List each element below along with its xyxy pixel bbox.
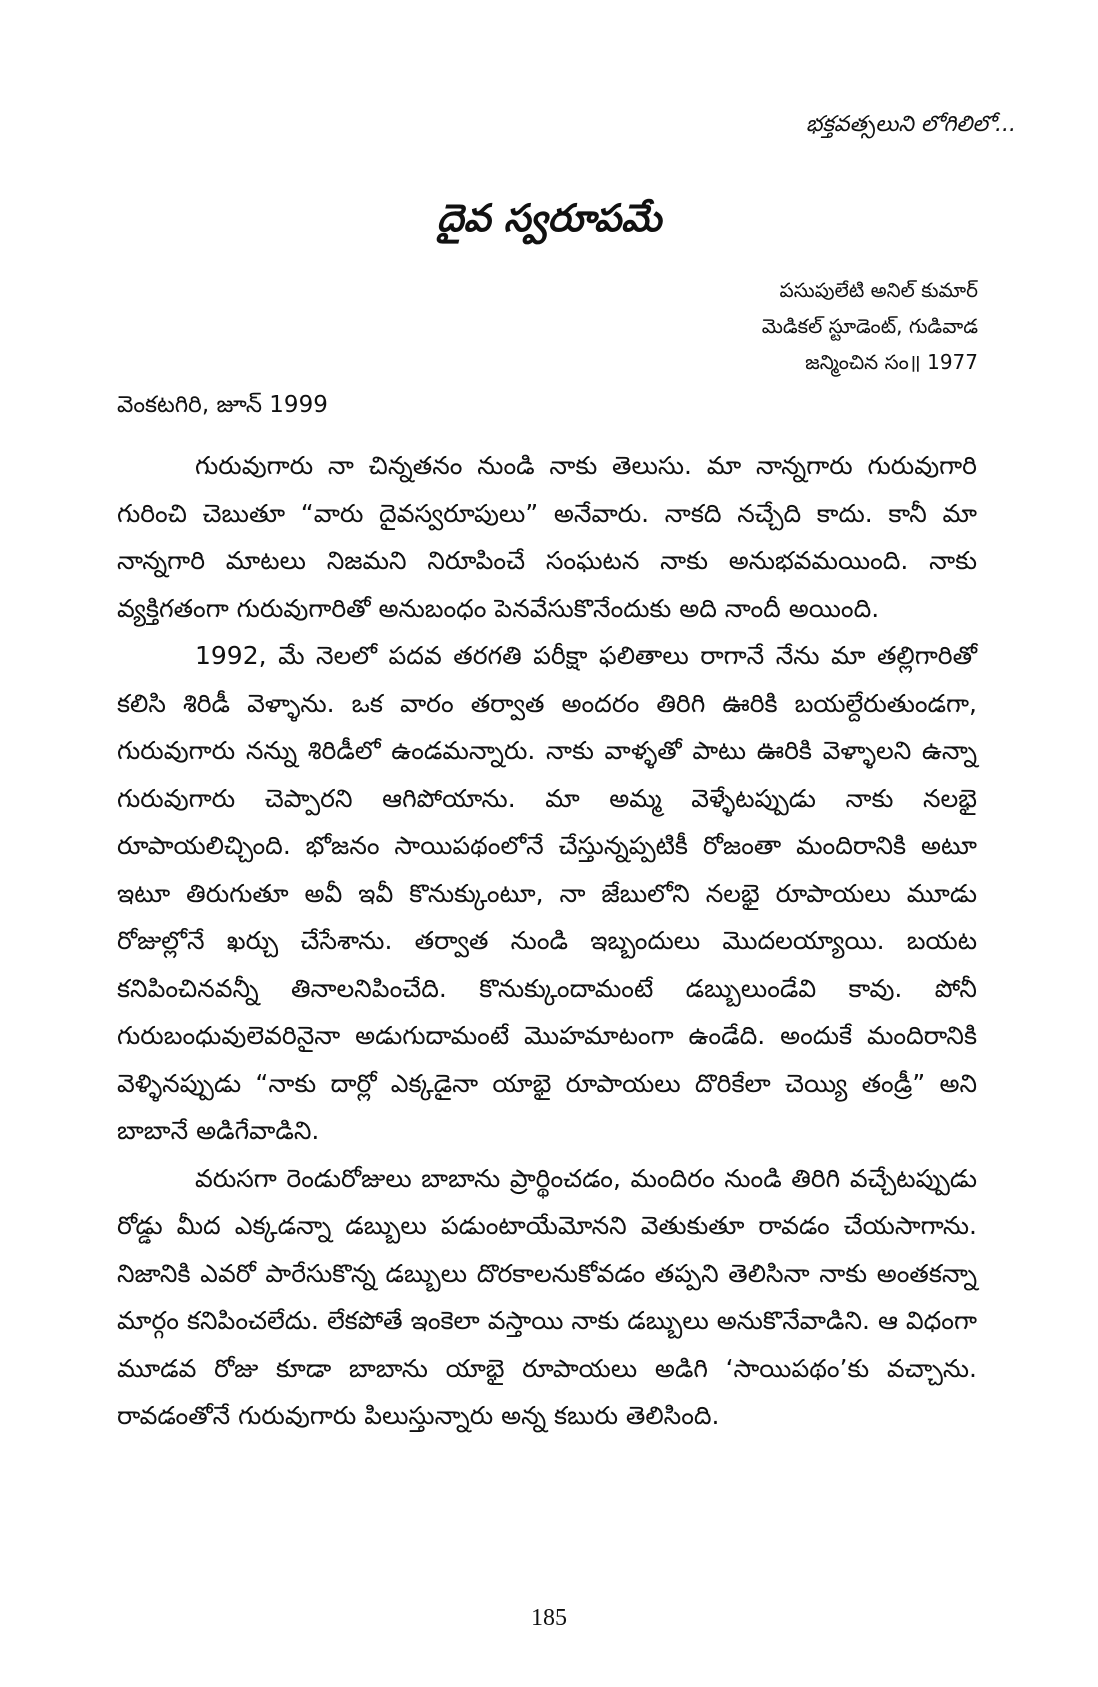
paragraph: గురువుగారు నా చిన్నతనం నుండి నాకు తెలుసు. మా నాన్నగారు గురువుగారి గురించి చెబుతూ “వారు దైవస్వరూపులు” అనేవారు. నాకది నచ్చేది కాదు. కానీ మా నాన్నగారి మాటలు నిజమని నిరూపించే సంఘటన నాకు అనుభవమయింది. నాకు వ్యక్తిగతంగా గురువుగారితో అనుబంధం పెనవేసుకొనేందుకు అది నాందీ అయింది. [117,451,977,623]
author-occupation: మెడికల్ స్టూడెంట్, గుడివాడ [761,314,978,338]
paragraph: 1992, మే నెలలో పదవ తరగతి పరీక్షా ఫలితాలు రాగానే నేను మా తల్లిగారితో కలిసి శిరిడీ వెళ్ళాను. ఒక వారం తర్వాత అందరం తిరిగి ఊరికి బయల్దేరుతుండగా, గురువుగారు నన్ను శిరిడీలో ఉండమన్నారు. నాకు వాళ్ళతో పాటు ఊరికి వెళ్ళాలని ఉన్నా గురువుగారు చెప్పారని ఆగిపోయాను. మా అమ్మ వెళ్ళేటప్పుడు నాకు నలభై రూపాయలిచ్చింది. భోజనం సాయిపథంలోనే చేస్తున్నప్పటికీ రోజంతా మందిరానికి అటూ ఇటూ తిరుగుతూ అవీ ఇవీ కొనుక్కుంటూ, నా జేబులోని నలభై రూపాయలు మూడు రోజుల్లోనే ఖర్చు చేసేశాను. తర్వాత నుండి ఇబ్బందులు మొదలయ్యాయి. బయట కనిపించినవన్నీ తినాలనిపించేది. కొనుక్కుందామంటే డబ్బులుండేవి కావు. పోనీ గురుబంధువులెవరినైనా అడుగుదామంటే మొహమాటంగా ఉండేది. అందుకే మందిరానికి వెళ్ళినప్పుడు “నాకు దార్లో ఎక్కడైనా యాభై రూపాయలు దొరికేలా చెయ్యి తండ్రీ” అని బాబానే అడిగేవాడిని. [117,641,977,1145]
author-block [762,272,978,380]
paragraph: వరుసగా రెండురోజులు బాబాను ప్రార్థించడం, మందిరం నుండి తిరిగి వచ్చేటప్పుడు రోడ్డు మీద ఎక్కడన్నా డబ్బులు పడుంటాయేమోనని వెతుకుతూ రావడం చేయసాగాను. నిజానికి ఎవరో పారేసుకొన్న డబ్బులు దొరకాలనుకోవడం తప్పని తెలిసినా నాకు అంతకన్నా మార్గం కనిపించలేదు. లేకపోతే ఇంకెలా వస్తాయి నాకు డబ్బులు అనుకొనేవాడిని. ఆ విధంగా మూడవ రోజు కూడా బాబాను యాభై రూపాయలు అడిగి ‘సాయిపథం’కు వచ్చాను. రావడంతోనే గురువుగారు పిలుస్తున్నారు అన్న కబురు తెలిసింది. [117,1163,977,1430]
author-name: పసుపులేటి అనిల్ కుమార్ [779,278,978,302]
running-header: భక్తవత్సలుని లోగిలిలో... [805,112,1016,137]
page-number: 185 [531,1605,567,1631]
author-birth-year: జన్మించిన సం॥ 1977 [805,350,978,374]
chapter-title: దైవ స్వరూపమే [436,196,662,240]
body-text [117,442,977,1440]
place-date: వెంకటగిరి, జూన్ 1999 [117,392,328,418]
